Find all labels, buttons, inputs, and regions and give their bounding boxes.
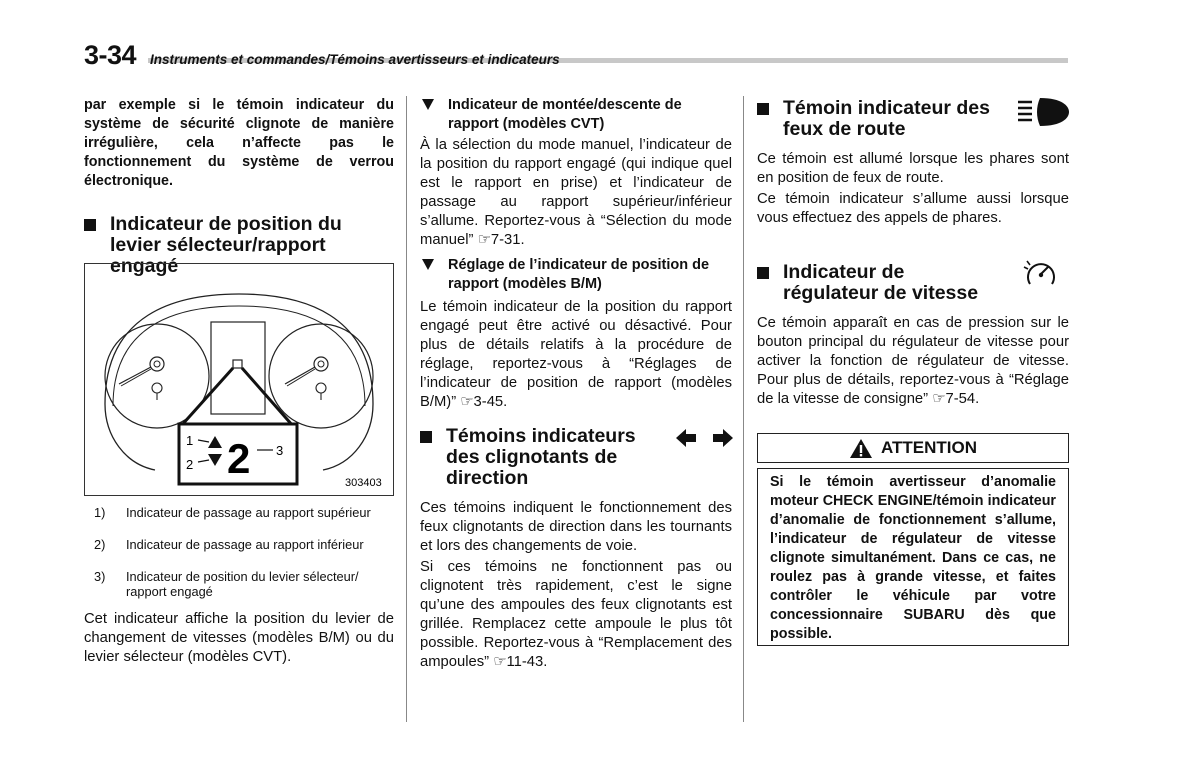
high-beam-body-1: Ce témoin est allumé lorsque les phares sont en position de feux de route.: [757, 151, 1069, 186]
high-beam-body-block: [757, 150, 1069, 228]
column-divider: [743, 96, 744, 722]
callout-label-2: 2: [186, 457, 194, 472]
high-beam-heading-block: [757, 96, 1007, 140]
list-item: 1) Indicateur de passage au rapport supérieur: [94, 505, 371, 520]
column-2: [420, 96, 732, 250]
gear-position-heading: Indicateur de position du levier sélecteur/rapport engagé: [84, 214, 394, 277]
attention-header: [757, 433, 1069, 463]
down-triangle-icon: [422, 259, 434, 270]
heading-square-icon: [757, 103, 769, 115]
cruise-body-block: [757, 314, 1069, 409]
callout-label-1: 1: [186, 433, 194, 448]
cruise-heading: Indicateur de régulateur de vitesse: [757, 262, 997, 304]
turn-signal-body-2: Si ces témoins ne fonctionnent pas ou clignotent très rapidement, c’est le signe qu’une des ampoules des feux clignotants est grillée. Remplacez cette ampoule le plus tôt possible. Reportez-vous à “Remplacement des ampoules” ☞11-43.: [420, 559, 732, 670]
section-title: Instruments et commandes/Témoins avertisseurs et indicateurs: [150, 52, 560, 67]
heading-square-icon: [757, 267, 769, 279]
setting-body: Le témoin indicateur de la position du rapport engagé peut être activé ou désactivé. Pour plus de détails relatifs à la procédure de réglage, reportez-vous à “Réglages de l’indicateur de position de rapport (modèles B/M)” ☞3-45.: [420, 299, 732, 410]
column-1: [84, 96, 394, 191]
figure-code: 303403: [345, 477, 382, 489]
warning-triangle-icon: [849, 438, 873, 459]
setting-heading: Réglage de l’indicateur de position de rapport (modèles B/M): [420, 256, 732, 294]
high-beam-icon: [1018, 97, 1070, 127]
turn-signal-heading: Témoins indicateurs des clignotants de direction: [420, 426, 670, 489]
cruise-heading-block: [757, 262, 997, 304]
attention-box: [757, 468, 1069, 646]
attention-label: ATTENTION: [880, 438, 977, 457]
turn-signal-body-1: Ces témoins indiquent le fonctionnement des feux clignotants de direction dans les tournants et lors des changements de voie.: [420, 500, 732, 554]
turn-signal-body-block: [420, 499, 732, 672]
down-triangle-icon: [422, 99, 434, 110]
gear-digit: 2: [227, 435, 251, 482]
instrument-cluster-figure: [84, 263, 394, 496]
cruise-body: Ce témoin apparaît en cas de pression sur le bouton principal du régulateur de vitesse pour activer la fonction de régulateur de vitesse. Pour plus de détails, reportez-vous à “Réglage de la vitesse de consigne” ☞7-54.: [757, 315, 1069, 407]
column-divider: [406, 96, 407, 722]
gear-position-body-block: [84, 610, 394, 667]
list-item: 3) Indicateur de position du levier sélecteur/ rapport engagé: [94, 569, 359, 599]
high-beam-heading: Témoin indicateur des feux de route: [757, 98, 1007, 140]
cluster-illustration: [85, 264, 393, 495]
intro-paragraph: par exemple si le témoin indicateur du système de sécurité clignote de manière irrégulière, cela n’affecte pas le fonctionnement du système de verrou électronique.: [84, 97, 394, 189]
turn-signal-heading-block: [420, 426, 670, 489]
updown-indicator-body: À la sélection du mode manuel, l’indicateur de la position du rapport engagé (qui indique quel est le rapport en prise) et l’indicateur de passage au rapport supérieur/inférieur s’allume. Reportez-vous à “Sélection du mode manuel” ☞7-31.: [420, 137, 732, 248]
turn-signal-arrows-icon: [676, 428, 734, 448]
gear-position-body: Cet indicateur affiche la position du levier de changement de vitesses (modèles B/M) ou du levier sélecteur (modèles CVT).: [84, 611, 394, 665]
callout-label-3: 3: [276, 443, 284, 458]
high-beam-body-2: Ce témoin indicateur s’allume aussi lorsque vous effectuez des appels de phares.: [757, 191, 1069, 226]
heading-square-icon: [420, 431, 432, 443]
setting-block: [420, 256, 732, 412]
list-item: 2) Indicateur de passage au rapport inférieur: [94, 537, 364, 552]
updown-indicator-heading: Indicateur de montée/descente de rapport (modèles CVT): [420, 96, 732, 134]
page-number: 3-34: [84, 40, 137, 70]
heading-square-icon: [84, 219, 96, 231]
cruise-control-icon: [1022, 258, 1060, 290]
attention-body: Si le témoin avertisseur d’anomalie moteur CHECK ENGINE/témoin indicateur d’anomalie de fonctionnement s’allume, l’indicateur de régulateur de vitesse clignote simultanément. Dans ce cas, ne roulez pas à grande vitesse, et faites contrôler le véhicule par votre concessionnaire SUBARU dès que possible.: [770, 474, 1056, 642]
